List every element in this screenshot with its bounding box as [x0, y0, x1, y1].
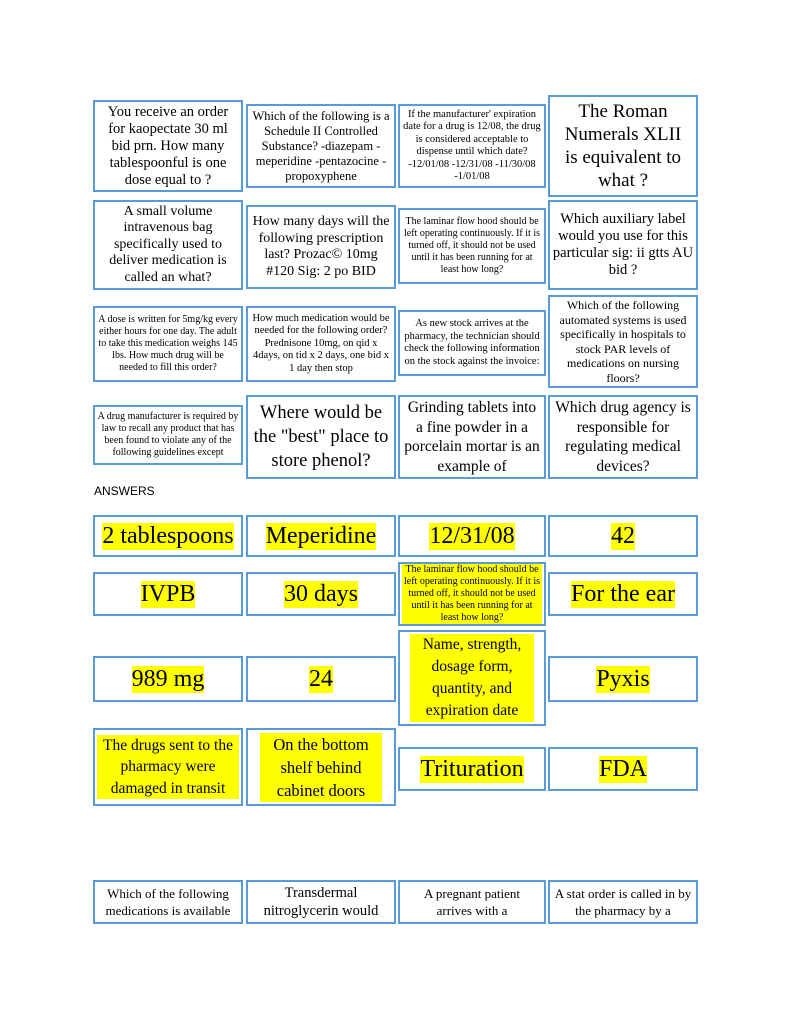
answer-card [398, 562, 546, 626]
answer-text: The laminar flow hood should be left operating continuously. If it is turned off, it should not be used until it has been running for at least how long? [404, 564, 540, 623]
answer-card [93, 656, 243, 702]
question-card [93, 100, 243, 192]
question-card [93, 200, 243, 290]
question-card [93, 405, 243, 465]
question-text: Which auxiliary label would you use for this particular sig: ii gtts AU bid ? [552, 211, 694, 278]
answer-text: 24 [309, 665, 333, 692]
question-card [246, 104, 396, 188]
question-card [398, 880, 546, 924]
question-text: A dose is written for 5mg/kg every either hours for one day. The adult to take this medication weighs 145 lbs. How much drug will be needed to fill this order? [98, 314, 238, 373]
answers-heading: ANSWERS [94, 484, 155, 498]
question-card [93, 306, 243, 382]
question-text: How many days will the following prescription last? Prozac© 10mg #120 Sig: 2 po BID [252, 214, 390, 279]
question-card [398, 395, 546, 479]
answer-text: IVPB [140, 580, 196, 607]
question-card [246, 205, 396, 289]
question-card [548, 395, 698, 479]
answer-text: 12/31/08 [429, 522, 515, 549]
answer-card [398, 747, 546, 791]
question-text: If the manufacturer' expiration date for a drug is 12/08, the drug is considered acceptable to dispense until which date? -12/01/08 -12/31/08 -11/30/08 -1/01/08 [403, 108, 541, 182]
answer-card [246, 728, 396, 806]
question-text: As new stock arrives at the pharmacy, the technician should check the following information on the stock against the invoice: [404, 318, 540, 367]
question-card [398, 310, 546, 376]
answer-card [398, 630, 546, 726]
answer-card [93, 728, 243, 806]
answer-text: On the bottom shelf behind cabinet doors [260, 733, 382, 802]
question-text: Grinding tablets into a fine powder in a porcelain mortar is an example of [404, 399, 540, 475]
question-text: A drug manufacturer is required by law to recall any product that has been found to violate any of the following guidelines except [97, 411, 239, 458]
question-text: You receive an order for kaopectate 30 ml bid prn. How many tablespoonful is one dose equal to ? [107, 103, 229, 188]
answer-text: 989 mg [131, 665, 205, 692]
question-card [548, 95, 698, 197]
question-card [398, 208, 546, 284]
question-card [93, 880, 243, 924]
answer-card [548, 747, 698, 791]
answer-text: Meperidine [265, 522, 377, 549]
question-card [246, 880, 396, 924]
question-card [548, 200, 698, 290]
question-card [398, 104, 546, 188]
question-text: The laminar flow hood should be left operating continuously. If it is turned off, it should not be used until it has been running for at least how long? [404, 216, 540, 275]
answer-card [93, 572, 243, 616]
answer-text: Trituration [420, 755, 524, 782]
answer-text: FDA [598, 755, 647, 782]
question-text: A small volume intravenous bag specifically used to deliver medication is called an what? [109, 203, 227, 285]
answer-card [548, 656, 698, 702]
answer-text: Pyxis [596, 665, 650, 692]
answer-text: For the ear [571, 580, 675, 607]
answer-text: The drugs sent to the pharmacy were damaged in transit [97, 735, 239, 800]
question-card [548, 880, 698, 924]
answer-text: 2 tablespoons [102, 522, 234, 549]
question-text: The Roman Numerals XLII is equivalent to what ? [564, 101, 682, 191]
answer-card [548, 572, 698, 616]
answer-text: 30 days [284, 580, 358, 607]
question-card [246, 306, 396, 382]
answer-card [246, 515, 396, 557]
answer-text: Name, strength, dosage form, quantity, and expiration date [410, 634, 534, 722]
question-text: Which of the following automated systems is used specifically in hospitals to stock PAR levels of medications on nursing floors? [559, 298, 687, 385]
answer-card [398, 515, 546, 557]
answer-text: 42 [611, 522, 635, 549]
question-text: Transdermal nitroglycerin would [263, 885, 379, 919]
question-text: Where would be the "best" place to store phenol? [253, 403, 389, 471]
question-card [246, 395, 396, 479]
question-text: Which of the following medications is available [105, 886, 231, 918]
question-text: A pregnant patient arrives with a [423, 886, 521, 918]
answer-card [93, 515, 243, 557]
answer-card [548, 515, 698, 557]
answer-card [246, 572, 396, 616]
question-text: Which drug agency is responsible for regulating medical devices? [555, 399, 691, 475]
question-text: Which of the following is a Schedule II Controlled Substance? -diazepam -meperidine -pentazocine -propoxyphene [252, 108, 390, 183]
question-text: A stat order is called in by the pharmacy by a [554, 886, 692, 918]
question-card [548, 295, 698, 388]
answer-card [246, 656, 396, 702]
question-text: How much medication would be needed for the following order? Prednisone 10mg, on qid x 4days, on tid x 2 days, one bid x 1 day then stop [252, 312, 390, 374]
